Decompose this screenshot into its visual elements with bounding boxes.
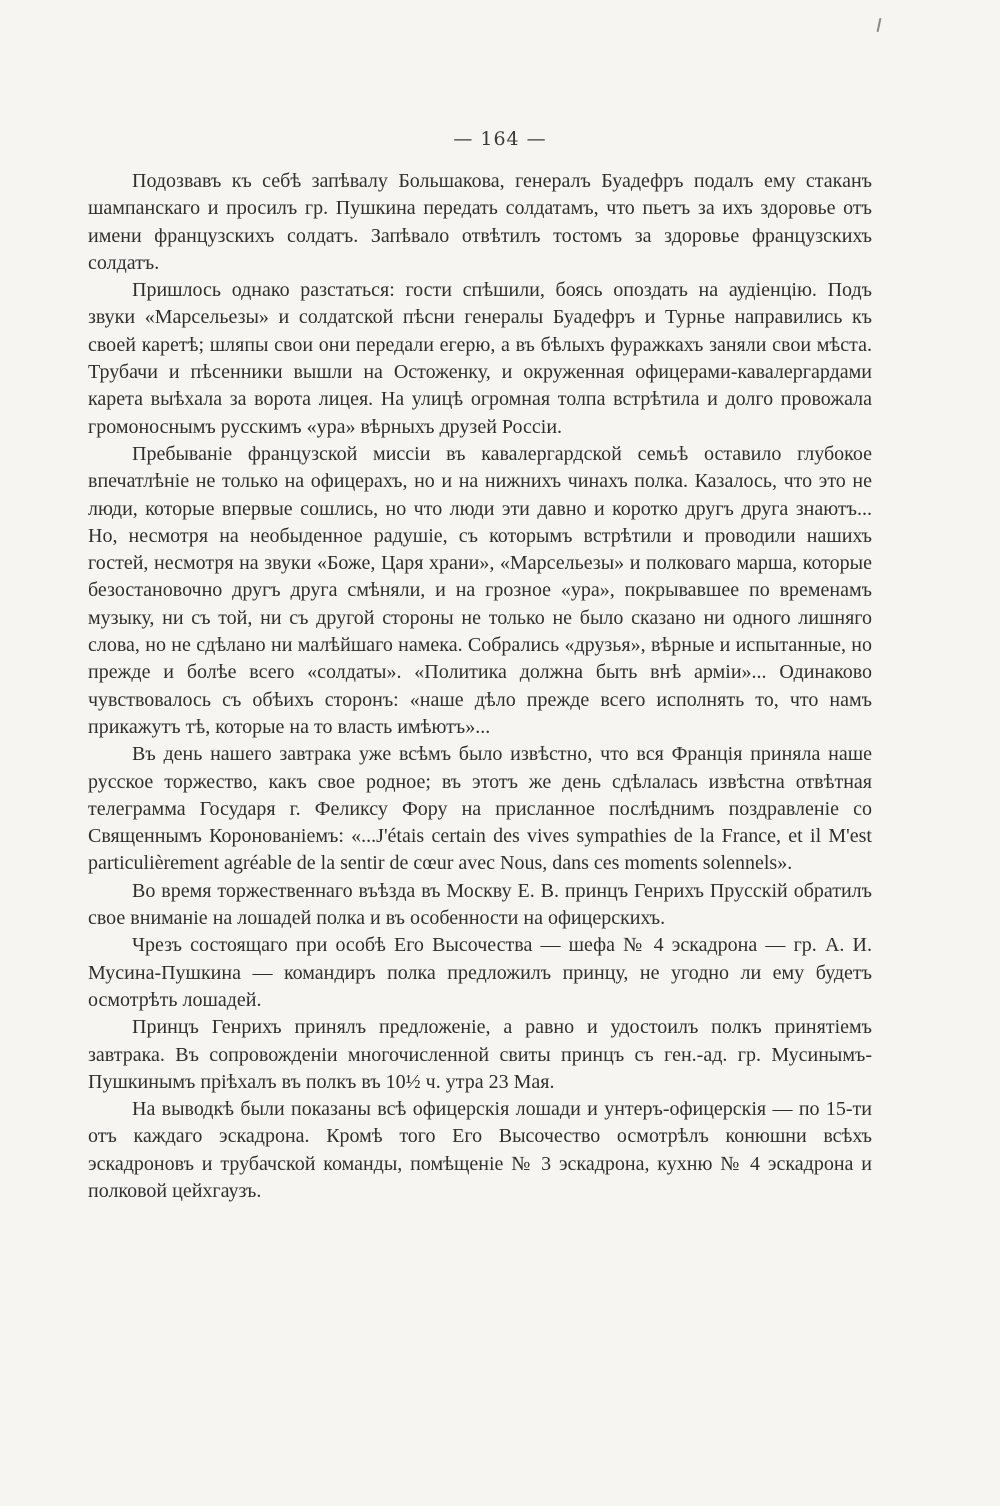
paragraph: Подозвавъ къ себѣ запѣвалу Большакова, генералъ Буадефръ подалъ ему стаканъ шампанскаго и просилъ гр. Пушкина передать солдатамъ, что пьетъ за ихъ здоровье отъ имени французскихъ солдатъ. Запѣвало отвѣтилъ тостомъ за здоровье французскихъ солдатъ.: [88, 170, 872, 274]
paragraph: На выводкѣ были показаны всѣ офицерскія лошади и унтеръ-офицерскія — по 15-ти отъ каждаго эскадрона. Кромѣ того Его Высочество осмотрѣлъ конюшни всѣхъ эскадроновъ и трубачской команды, помѣщеніе № 3 эскадрона, кухню № 4 эскадрона и полковой цейхгаузъ.: [88, 1098, 872, 1202]
page-number: — 164 —: [453, 128, 547, 150]
paragraph: Пришлось однако разстаться: гости спѣшили, боясь опоздать на аудіенцію. Подъ звуки «Марсельезы» и солдатской пѣсни генералы Буадефръ и Турнье направились къ своей каретѣ; шляпы свои они передали егерю, а въ бѣлыхъ фуражкахъ заняли свои мѣста. Трубачи и пѣсенники вышли на Остоженку, и окруженная офицерами-кавалергардами карета выѣхала за ворота лицея. На улицѣ огромная толпа встрѣтила и долго провожала громоноснымъ русскимъ «ура» вѣрныхъ друзей Россіи.: [88, 279, 872, 438]
paragraph: Принцъ Генрихъ принялъ предложеніе, а равно и удостоилъ полкъ принятіемъ завтрака. Въ сопровожденіи многочисленной свиты принцъ съ ген.-ад. гр. Мусинымъ-Пушкинымъ пріѣхалъ въ полкъ въ 10½ ч. утра 23 Мая.: [88, 1016, 872, 1093]
scan-mark: [877, 18, 882, 32]
body-text: [88, 168, 872, 1205]
paragraph: Во время торжественнаго въѣзда въ Москву Е. В. принцъ Генрихъ Прусскій обратилъ свое вниманіе на лошадей полка и въ особенности на офицерскихъ.: [88, 879, 872, 930]
paragraph: Пребываніе французской миссіи въ кавалергардской семьѣ оставило глубокое впечатлѣніе не только на офицерахъ, но и на нижнихъ чинахъ полка. Казалось, что это не люди, которые впервые сошлись, но что люди эти давно и коротко другъ друга знаютъ... Но, несмотря на необыденное радушіе, съ которымъ встрѣтили и проводили нашихъ гостей, несмотря на звуки «Боже, Царя храни», «Марсельезы» и полковаго марша, которые безостановочно другъ друга смѣняли, и на грозное «ура», покрывавшее по временамъ музыку, ни съ той, ни съ другой стороны не только не было сказано ни одного лишняго слова, но не сдѣлано ни малѣйшаго намека. Собрались «друзья», вѣрные и испытанные, но прежде и болѣе всего «солдаты». «Политика должна быть внѣ арміи»... Одинаково чувствовалось съ обѣихъ сторонъ: «наше дѣло прежде всего исполнять то, что намъ прикажутъ тѣ, которые на то власть имѣютъ»...: [88, 442, 872, 738]
paragraph: Въ день нашего завтрака уже всѣмъ было извѣстно, что вся Франція приняла наше русское торжество, какъ свое родное; въ этотъ же день сдѣлалась извѣстна отвѣтная телеграмма Государя г. Феликсу Фору на присланное послѣднимъ поздравленіе со Священнымъ Коронованіемъ: «...J'étais certain des vives sympathies de la France, et il M'est particulièrement agréable de la sentir de cœur avec Nous, dans ces moments solennels».: [88, 743, 872, 875]
paragraph: Чрезъ состоящаго при особѣ Его Высочества — шефа № 4 эскадрона — гр. А. И. Мусина-Пушкина — командиръ полка предложилъ принцу, не угодно ли ему будетъ осмотрѣть лошадей.: [88, 934, 872, 1011]
